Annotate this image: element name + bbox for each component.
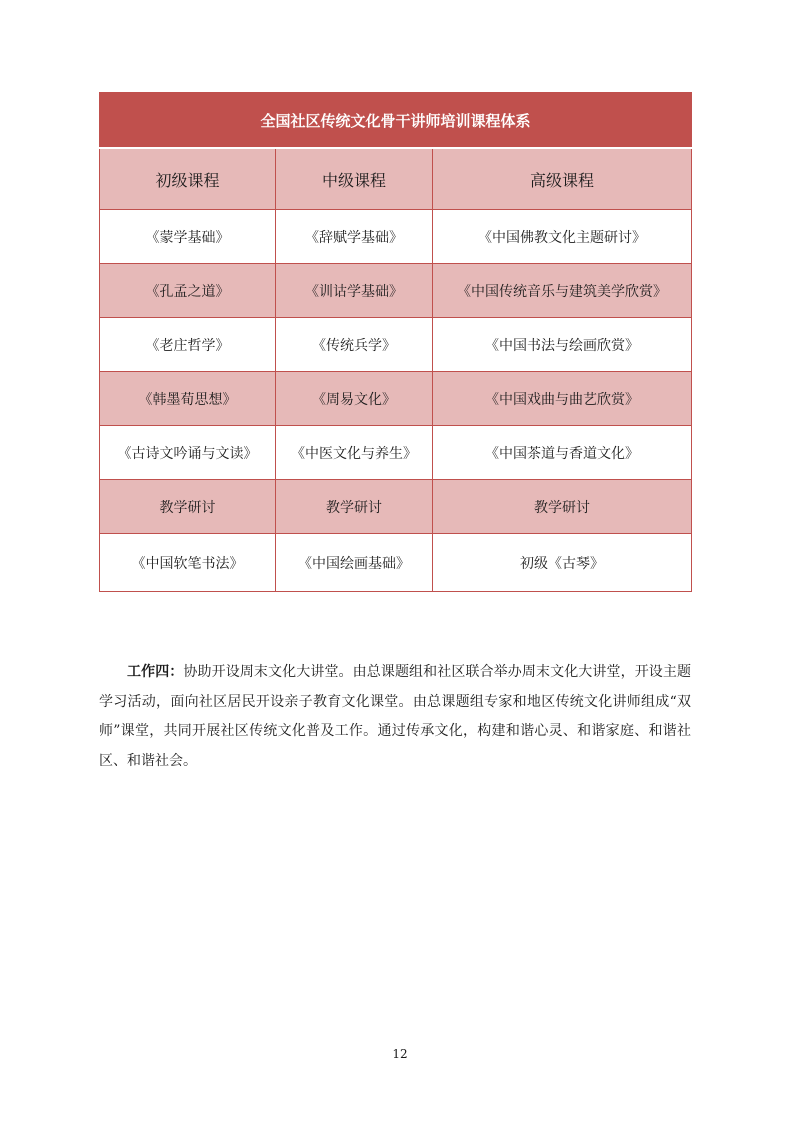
header-advanced: 高级课程 <box>433 148 692 210</box>
course-system-table <box>99 92 692 592</box>
table-cell: 《中国茶道与香道文化》 <box>433 426 692 480</box>
table-cell: 《孔孟之道》 <box>100 264 276 318</box>
table-row <box>100 426 692 480</box>
table-cell: 《辞赋学基础》 <box>276 210 433 264</box>
page-number: 12 <box>392 1047 408 1061</box>
table-row <box>100 264 692 318</box>
header-beginner: 初级课程 <box>100 148 276 210</box>
table-row <box>100 372 692 426</box>
work-four-paragraph <box>99 658 691 776</box>
paragraph-lead: 工作四： <box>127 664 184 680</box>
header-intermediate: 中级课程 <box>276 148 433 210</box>
table-row <box>100 210 692 264</box>
table-header-row <box>100 148 692 210</box>
table-row <box>100 534 692 592</box>
table-row <box>100 318 692 372</box>
table-cell: 初级《古琴》 <box>433 534 692 592</box>
table-cell: 《中国传统音乐与建筑美学欣赏》 <box>433 264 692 318</box>
table-cell: 《老庄哲学》 <box>100 318 276 372</box>
table-cell: 《中国软笔书法》 <box>100 534 276 592</box>
table-cell: 《周易文化》 <box>276 372 433 426</box>
table-cell: 《中国绘画基础》 <box>276 534 433 592</box>
table-row <box>100 480 692 534</box>
table-cell: 教学研讨 <box>276 480 433 534</box>
table-title: 全国社区传统文化骨干讲师培训课程体系 <box>100 93 692 149</box>
table-cell: 《训诂学基础》 <box>276 264 433 318</box>
table-cell: 教学研讨 <box>100 480 276 534</box>
paragraph-text: 协助开设周末文化大讲堂。由总课题组和社区联合举办周末文化大讲堂，开设主题学习活动，面向社区居民开设亲子教育文化课堂。由总课题组专家和地区传统文化讲师组成“双师”课堂，共同开展社区传统文化普及工作。通过传承文化，构建和谐心灵、和谐家庭、和谐社区、和谐社会。 <box>99 664 692 769</box>
table-cell: 《蒙学基础》 <box>100 210 276 264</box>
table-cell: 《中国佛教文化主题研讨》 <box>433 210 692 264</box>
table-cell: 《韩墨荀思想》 <box>100 372 276 426</box>
table-title-row <box>100 93 692 149</box>
table-cell: 《传统兵学》 <box>276 318 433 372</box>
table-cell: 《中医文化与养生》 <box>276 426 433 480</box>
table-cell: 教学研讨 <box>433 480 692 534</box>
table-cell: 《古诗文吟诵与文读》 <box>100 426 276 480</box>
table-cell: 《中国书法与绘画欣赏》 <box>433 318 692 372</box>
table-cell: 《中国戏曲与曲艺欣赏》 <box>433 372 692 426</box>
